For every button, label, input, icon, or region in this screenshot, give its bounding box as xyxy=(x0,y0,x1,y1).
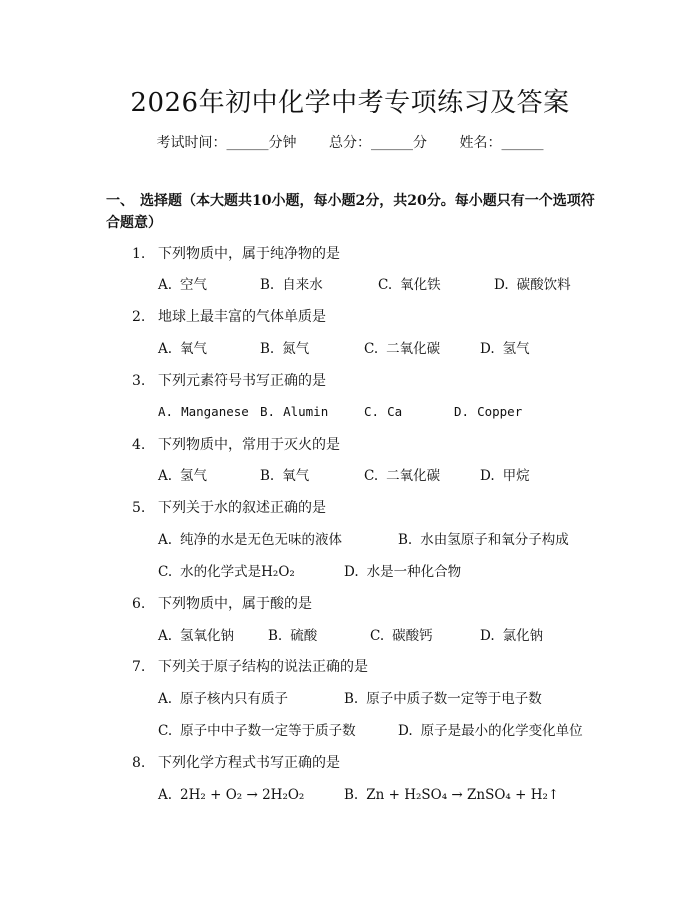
question-4 xyxy=(132,435,340,455)
question-number: 3. xyxy=(132,373,146,389)
exam-meta xyxy=(0,132,700,152)
question-text: 下列物质中，属于酸的是 xyxy=(158,596,312,612)
option-b: B. 原子中质子数一定等于电子数 xyxy=(344,691,542,707)
question-number: 8. xyxy=(132,755,146,771)
option-c: C. 氧化铁 xyxy=(378,277,441,293)
option-b: B. 水由氢原子和氧分子构成 xyxy=(398,532,569,548)
question-text: 下列关于原子结构的说法正确的是 xyxy=(158,659,368,675)
option-c: C. 原子中中子数一定等于质子数 xyxy=(158,723,356,739)
option-c: C. 二氧化碳 xyxy=(364,341,441,357)
question-7 xyxy=(132,657,368,677)
option-d: D. 氢气 xyxy=(480,341,530,357)
option-d: D. 原子是最小的化学变化单位 xyxy=(398,723,583,739)
option-b: B. Alumin xyxy=(260,404,329,419)
option-a: A. 氢氧化钠 xyxy=(158,628,235,644)
option-b: B. 硫酸 xyxy=(268,628,318,644)
option-c: C. 水的化学式是H₂O₂ xyxy=(158,564,295,580)
question-text: 下列化学方程式书写正确的是 xyxy=(158,755,340,771)
option-b: B. Zn + H₂SO₄ → ZnSO₄ + H₂↑ xyxy=(344,787,560,803)
option-a: A. 纯净的水是无色无味的液体 xyxy=(158,532,343,548)
question-number: 4. xyxy=(132,437,146,453)
section-title: 选择题（本大题共10小题，每小题2分，共20分。每小题只有一个选项符合题意） xyxy=(106,193,595,231)
question-number: 5. xyxy=(132,500,146,516)
question-text: 下列元素符号书写正确的是 xyxy=(158,373,326,389)
option-b: B. 氮气 xyxy=(260,341,310,357)
option-c: C. Ca xyxy=(364,404,403,419)
question-text: 下列关于水的叙述正确的是 xyxy=(158,500,326,516)
page-title: 2026年初中化学中考专项练习及答案 xyxy=(130,88,570,118)
question-text: 下列物质中，常用于灭火的是 xyxy=(158,437,340,453)
option-c: C. 二氧化碳 xyxy=(364,468,441,484)
option-c: C. 碳酸钙 xyxy=(370,628,433,644)
section-index: 一、 xyxy=(106,193,134,209)
question-5 xyxy=(132,498,326,518)
option-d: D. Copper xyxy=(454,404,523,419)
question-number: 2. xyxy=(132,309,146,325)
question-number: 7. xyxy=(132,659,146,675)
question-number: 1. xyxy=(132,246,146,262)
option-d: D. 水是一种化合物 xyxy=(344,564,462,580)
question-1 xyxy=(132,244,340,264)
question-text: 下列物质中，属于纯净物的是 xyxy=(158,246,340,262)
option-d: D. 氯化钠 xyxy=(480,628,544,644)
total-score-field: 总分：______分 xyxy=(329,135,427,151)
question-6 xyxy=(132,594,312,614)
option-a: A. 原子核内只有质子 xyxy=(158,691,289,707)
option-b: B. 自来水 xyxy=(260,277,323,293)
question-2 xyxy=(132,307,326,327)
option-a: A. Manganese xyxy=(158,404,249,419)
option-d: D. 碳酸饮料 xyxy=(494,277,571,293)
option-a: A. 氢气 xyxy=(158,468,208,484)
exam-time-field: 考试时间：______分钟 xyxy=(156,135,297,151)
student-name-field: 姓名：______ xyxy=(459,135,544,151)
question-3 xyxy=(132,371,326,391)
question-number: 6. xyxy=(132,596,146,612)
option-d: D. 甲烷 xyxy=(480,468,530,484)
option-a: A. 氧气 xyxy=(158,341,208,357)
question-8 xyxy=(132,753,340,773)
question-text: 地球上最丰富的气体单质是 xyxy=(158,309,326,325)
option-b: B. 氧气 xyxy=(260,468,310,484)
section-heading xyxy=(106,190,606,234)
option-a: A. 空气 xyxy=(158,277,208,293)
option-a: A. 2H₂ + O₂ → 2H₂O₂ xyxy=(158,787,305,803)
